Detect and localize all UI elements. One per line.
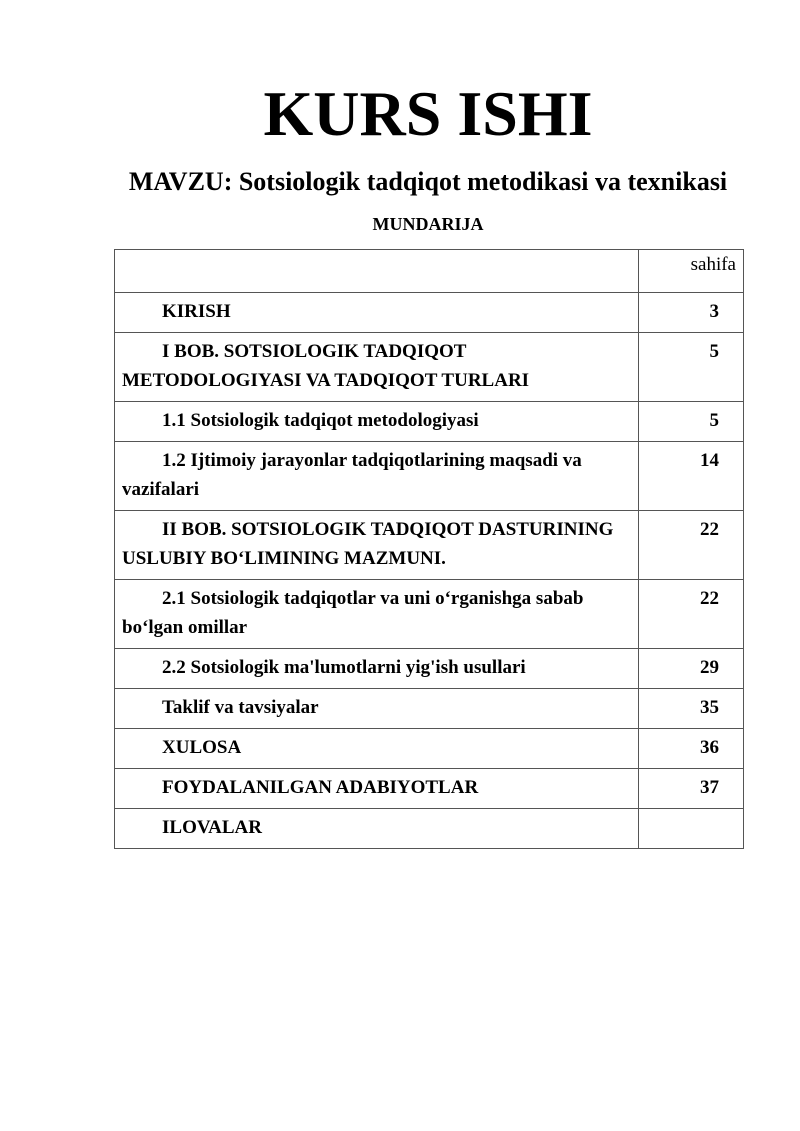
toc-header-row <box>115 250 744 293</box>
table-row <box>115 293 744 333</box>
toc-entry-page: 5 <box>639 333 744 402</box>
toc-entry-title: 1.1 Sotsiologik tadqiqot metodologiyasi <box>115 402 639 442</box>
toc-entry-title: 2.1 Sotsiologik tadqiqotlar va uni o‘rganishga sabab bo‘lgan omillar <box>115 580 639 649</box>
toc-entry-title: II BOB. SOTSIOLOGIK TADQIQOT DASTURINING USLUBIY BO‘LIMINING MAZMUNI. <box>115 511 639 580</box>
table-row <box>115 442 744 511</box>
table-row <box>115 769 744 809</box>
table-row <box>115 809 744 849</box>
toc-entry-title: ILOVALAR <box>115 809 639 849</box>
table-row <box>115 729 744 769</box>
table-row <box>115 511 744 580</box>
toc-entry-title: I BOB. SOTSIOLOGIK TADQIQOT METODOLOGIYASI VA TADQIQOT TURLARI <box>115 333 639 402</box>
toc-entry-page: 3 <box>639 293 744 333</box>
table-row <box>115 649 744 689</box>
table-row <box>115 580 744 649</box>
toc-entry-page: 5 <box>639 402 744 442</box>
toc-header-title-cell <box>115 250 639 293</box>
toc-entry-title: XULOSA <box>115 729 639 769</box>
toc-entry-page: 22 <box>639 580 744 649</box>
toc-entry-title: 1.2 Ijtimoiy jarayonlar tadqiqotlarining maqsadi va vazifalari <box>115 442 639 511</box>
page-column-header: sahifa <box>639 250 744 293</box>
toc-entry-title: 2.2 Sotsiologik ma'lumotlarni yig'ish usullari <box>115 649 639 689</box>
toc-entry-page: 29 <box>639 649 744 689</box>
toc-entry-page <box>639 809 744 849</box>
table-row <box>115 402 744 442</box>
document-topic: MAVZU: Sotsiologik tadqiqot metodikasi va texnikasi <box>128 167 728 196</box>
toc-entry-title: KIRISH <box>115 293 639 333</box>
table-row <box>115 689 744 729</box>
toc-entry-title: Taklif va tavsiyalar <box>115 689 639 729</box>
toc-entry-page: 36 <box>639 729 744 769</box>
toc-entry-page: 37 <box>639 769 744 809</box>
table-row <box>115 333 744 402</box>
toc-heading: MUNDARIJA <box>372 214 484 234</box>
table-of-contents <box>114 249 744 849</box>
toc-entry-title: FOYDALANILGAN ADABIYOTLAR <box>115 769 639 809</box>
toc-entry-page: 14 <box>639 442 744 511</box>
toc-entry-page: 22 <box>639 511 744 580</box>
toc-entry-page: 35 <box>639 689 744 729</box>
document-title: KURS ISHI <box>263 78 593 149</box>
